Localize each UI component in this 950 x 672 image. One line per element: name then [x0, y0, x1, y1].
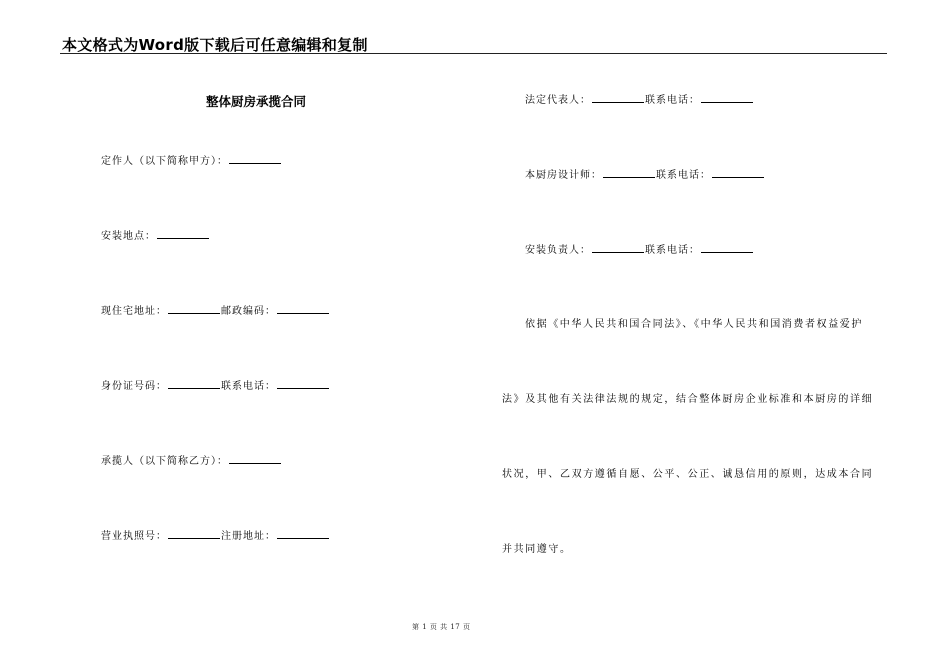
- fill-blank: [701, 243, 753, 253]
- fill-blank: [168, 379, 220, 389]
- paragraph-line: 并共同遵守。: [502, 544, 572, 555]
- fill-blank: [157, 229, 209, 239]
- field-label: 定作人（以下简称甲方）：: [101, 156, 228, 167]
- fill-blank: [277, 304, 329, 314]
- paragraph-line: 依据《中华人民共和国合同法》、《中华人民共和国消费者权益爱护: [525, 319, 863, 330]
- field-label: 安装负责人：: [525, 245, 591, 256]
- right-field-legal-rep: [525, 93, 754, 108]
- field-label: 本厨房设计师：: [525, 170, 602, 181]
- paragraph-line: 法》及其他有关法律法规的规定，结合整体厨房企业标准和本厨房的详细: [502, 394, 874, 405]
- field-label: 安装地点：: [101, 231, 156, 242]
- fill-blank: [277, 379, 329, 389]
- fill-blank: [603, 168, 655, 178]
- field-label: 承揽人（以下简称乙方）：: [101, 456, 228, 467]
- left-field-ordering-party: [101, 154, 282, 169]
- page-number: 第 1 页 共 17 页: [412, 623, 471, 631]
- fill-blank: [168, 304, 220, 314]
- fill-blank: [229, 154, 281, 164]
- left-field-id-phone: [101, 379, 330, 394]
- header-divider: [60, 53, 887, 54]
- fill-blank: [701, 93, 753, 103]
- fill-blank: [168, 529, 220, 539]
- field-label: 营业执照号：: [101, 531, 167, 542]
- left-field-install-location: [101, 229, 210, 244]
- field-label: 联系电话：: [645, 245, 700, 256]
- right-field-install-manager: [525, 243, 754, 258]
- field-label: 联系电话：: [221, 381, 276, 392]
- left-field-contractor: [101, 454, 282, 469]
- left-field-address-postcode: [101, 304, 330, 319]
- field-label: 身份证号码：: [101, 381, 167, 392]
- left-field-license-address: [101, 529, 330, 544]
- paragraph-line: 状况，甲、乙双方遵循自愿、公平、公正、诚恳信用的原则，达成本合同: [502, 469, 874, 480]
- fill-blank: [712, 168, 764, 178]
- field-label: 注册地址：: [221, 531, 276, 542]
- field-label: 联系电话：: [656, 170, 711, 181]
- fill-blank: [592, 243, 644, 253]
- right-field-designer: [525, 168, 765, 183]
- fill-blank: [229, 454, 281, 464]
- document-title: 整体厨房承揽合同: [206, 94, 307, 109]
- field-label: 现住宅地址：: [101, 306, 167, 317]
- field-label: 法定代表人：: [525, 95, 591, 106]
- header-title: 本文格式为Word版下载后可任意编辑和复制: [62, 36, 368, 54]
- fill-blank: [277, 529, 329, 539]
- field-label: 联系电话：: [645, 95, 700, 106]
- field-label: 邮政编码：: [221, 306, 276, 317]
- fill-blank: [592, 93, 644, 103]
